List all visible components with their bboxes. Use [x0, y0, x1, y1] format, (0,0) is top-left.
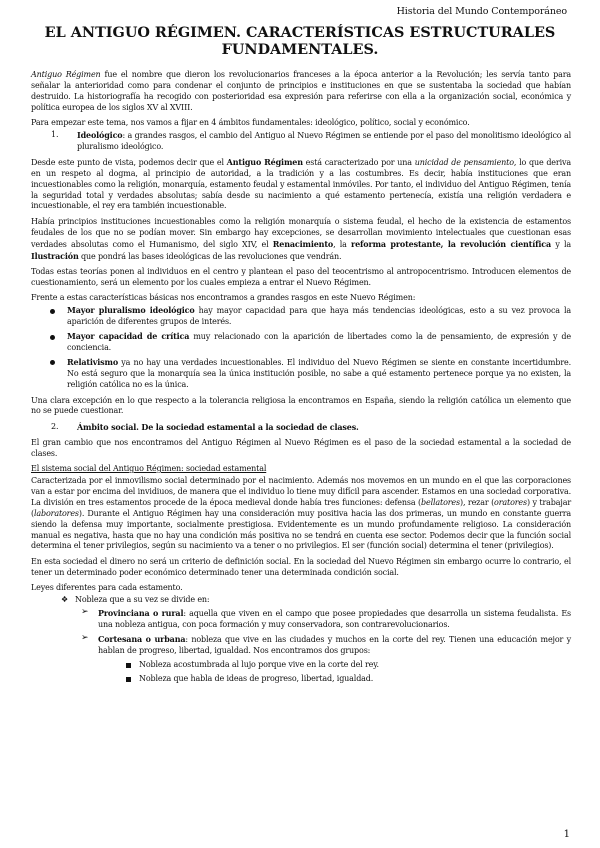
movements-paragraph: Había principios instituciones incuestionables como la religión monarquía o sistema feudal, el hecho de la existencia de estamentos feudales de los que no se podían mover. Sin embargo hay excepciones, se desarrollan movimiento intelectuales que cuestionan esas verdades absolutas como el Humanismo, del siglo XIV, el Renacimiento, la reforma protestante, la revolución científica y la Ilustración que pondrá las bases ideológicas de las revoluciones que vendrán. [31, 216, 571, 261]
item-term: Ámbito social. De la sociedad estamental a la sociedad de clases. [77, 421, 359, 432]
intro-lead-term: Antiguo Régimen [31, 70, 101, 79]
square-list-item: Nobleza que habla de ideas de progreso, libertad, igualdad. [31, 674, 571, 685]
intro-paragraph: Antiguo Régimen fue el nombre que dieron los revolucionarios franceses a la época anterior a la Revolución; les servía tanto para señalar la anterioridad como para condenar el conjunto de principios e instituciones en que se sustentaba la sociedad que habían destruido. La historiografía ha recogido con posterioridad esa expresión para referirse con ella a la organización social, económica y política europea de los siglos XV al XVIII. [31, 70, 571, 112]
document-title: EL ANTIGUO RÉGIMEN. CARACTERÍSTICAS ESTRUCTURALES FUNDAMENTALES. [44, 24, 556, 58]
square-list-item: Nobleza acostumbrada al lujo porque vive en la corte del rey. [31, 660, 571, 671]
numbered-item-ideologico: 1. Ideológico: a grandes rasgos, el cambio del Antiguo al Nuevo Régimen se entiende por el paso del monolitismo ideológico al pluralismo ideológico. [51, 130, 571, 151]
bullet-item: Mayor capacidad de crítica muy relacionado con la aparición de libertades como la de pensamiento, de expresión y de conciencia. [31, 331, 571, 354]
section-subheading: El sistema social del Antiguo Régimen: sociedad estamental [31, 464, 267, 474]
laws-paragraph: Leyes diferentes para cada estamento. [31, 583, 183, 593]
anthropocentrism-paragraph: Todas estas teorías ponen al individuos en el centro y plantean el paso del teocentrismo al antropocentrismo. Introducen elementos de cuestionamiento, será un elemento por los cuales empieza a entrar el Nuevo Régimen. [31, 267, 571, 287]
scope-paragraph: Para empezar este tema, nos vamos a fijar en 4 ámbitos fundamentales: ideológico, político, social y económico. [31, 118, 470, 128]
bullet-dot [50, 335, 55, 340]
arrow-list-item: ➢ Cortesana o urbana: nobleza que vive en las ciudades y muchos en la corte del rey. Tienen una educación mejor y hablan de progreso, libertad, igualdad. Nos encontramos dos grupos: [81, 633, 571, 655]
square-bullet-icon [126, 663, 131, 668]
arrow-bullet-icon: ➢ [81, 607, 89, 618]
antiguo-regimen-paragraph: Desde este punto de vista, podemos decir que el Antiguo Régimen está caracterizado por una unicidad de pensamiento, lo que deriva en un respeto al dogma, al principio de autoridad, a la tradición y a las costumbres. Es decir, había instituciones que eran incuestionables como la religión, monarquía, estamento feudal y estamental inmóviles. Por tanto, el individuo del Antiguo Régimen, tenía la seguridad total y verdades absolutas; sabía desde su nacimiento a qué estamento pertenecía, existía una religión verdadera e incuestionable, el rey era también incuestionable. [31, 156, 571, 211]
bullet-dot [50, 309, 55, 314]
estamental-paragraph: Caracterizada por el inmovilismo social determinado por el nacimiento. Además nos movemos en un mundo en el que las corporaciones van a estar por encima del invidiuos, de manera que el individuo lo tiene muy difícil para ascender. Estamos en una sociedad corporativa. La división en tres estamentos procede de la época medieval donde había tres funciones: defensa (bellatores), rezar (oratores) y trabajar (laboratores). Durante el Antiguo Régimen hay una consideración muy positiva hacia las dos primeras, un mundo en constante guerra siendo la defensa muy importante, socialmente prestigiosa. Evidentemente es un mundo profundamente religioso. La consideración manual es negativa, hasta que no hay una condición más positiva no se tendrá en cuenta ese sector. Podemos decir que la función social determina el tener privilegios, según su nacimiento va a tener o no privilegios. El ser (función social) determina el tener (privilegios). [31, 476, 571, 551]
diamond-bullet-icon: ❖ [61, 595, 69, 605]
money-paragraph: En esta sociedad el dinero no será un criterio de definición social. En la sociedad del Nuevo Régimen sin embargo ocurre lo contrario, el tener un determinado poder económico determinado tener una determinada condición social. [31, 556, 571, 577]
arrow-list-item: ➢ Provinciana o rural: aquella que viven en el campo que posee propiedades que desarrolla un sistema feudalista. Es una nobleza antigua, con poca formación y muy conservadora, son contrarevolucionarios. [81, 607, 571, 629]
item-number: 2. [51, 421, 59, 431]
bullet-item: Mayor pluralismo ideológico hay mayor capacidad para que haya más tendencias ideológicas, esto a su vez provoca la aparición de diferentes grupos de interés. [31, 305, 571, 328]
item-term: Ideológico [77, 130, 123, 141]
bullet-item: Relativismo ya no hay una verdades incuestionables. El individuo del Nuevo Régimen se siente en constante incertidumbre. No está seguro que la monarquía sea la única institución posible, no sabe a qué estamento pertenece porque ya no existen, la religión católica no es la única. [31, 357, 571, 391]
arrow-bullet-icon: ➢ [81, 633, 89, 644]
bullet-dot [50, 360, 55, 365]
numbered-item-social [31, 422, 571, 434]
diamond-list-item: ❖ Nobleza que a su vez se divide en: [61, 595, 210, 605]
item-number: 1. [51, 130, 59, 140]
running-header: Historia del Mundo Contemporáneo [396, 6, 567, 17]
page-number: 1 [563, 829, 570, 840]
nuevo-regimen-intro: Frente a estas características básicas nos encontramos a grandes rasgos en este Nuevo Régimen: [31, 293, 416, 303]
spain-exception-paragraph: Una clara excepción en lo que respecto a la tolerancia religiosa la encontramos en España, siendo la religión católica un elemento que no se puede cuestionar. [31, 395, 571, 416]
social-change-paragraph: El gran cambio que nos encontramos del Antiguo Régimen al Nuevo Régimen es el paso de la sociedad estamental a la sociedad de clases. [31, 437, 571, 458]
document-body [31, 70, 571, 687]
square-bullet-icon [126, 677, 131, 682]
